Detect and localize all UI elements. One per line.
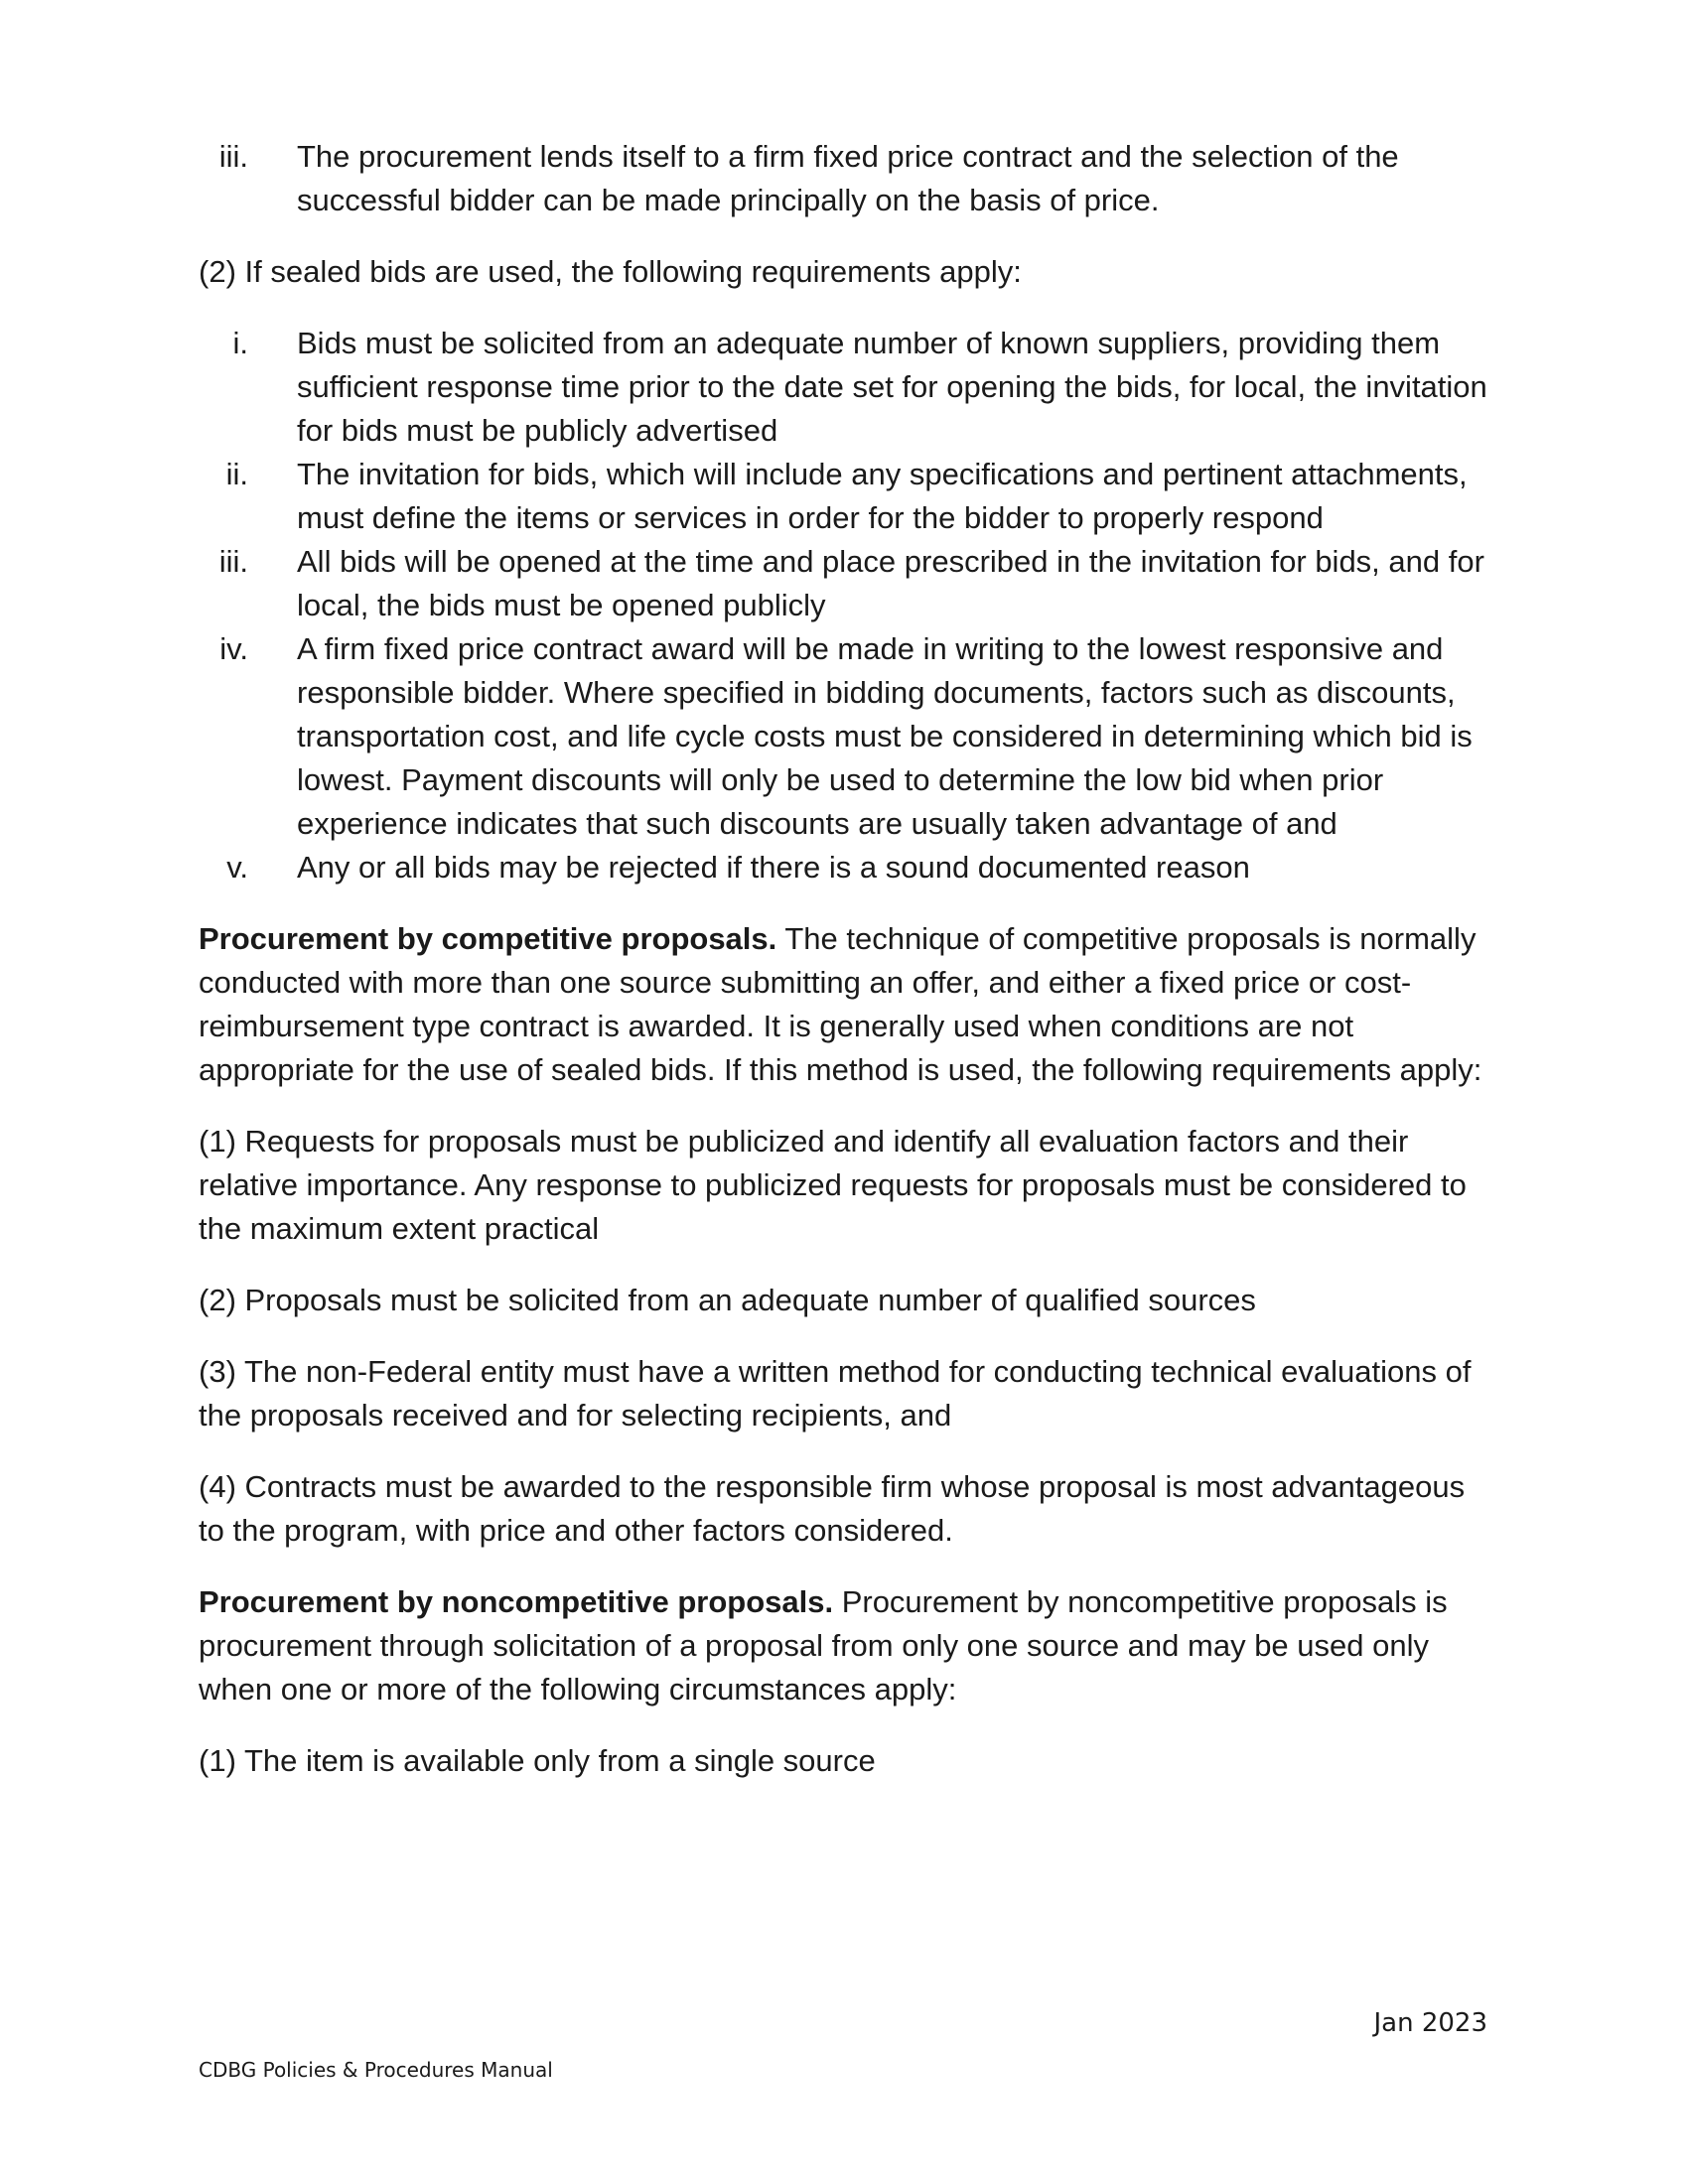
sealed-bids-item-1 <box>199 322 1489 453</box>
list-marker: iv. <box>219 631 248 666</box>
list-marker: i. <box>232 326 248 360</box>
list-marker: ii. <box>225 457 248 491</box>
competitive-proposals-text: The technique of competitive proposals is normally conducted with more than one source submitting an offer, and either a fixed price or cost-reimbursement type contract is awarded. It is generally used when conditions are not appropriate for the use of sealed bids. If this method is used, the following requirements apply: <box>199 921 1482 1087</box>
sealed-bids-item-2 <box>199 453 1489 540</box>
competitive-proposals-paragraph <box>199 917 1489 1092</box>
competitive-requirement-2: (2) Proposals must be solicited from an adequate number of qualified sources <box>199 1283 1256 1317</box>
noncompetitive-proposals-paragraph <box>199 1580 1489 1711</box>
noncompetitive-proposals-text: Procurement by noncompetitive proposals is procurement through solicitation of a proposal from only one source and may be used only when one or more of the following circumstances apply: <box>199 1584 1448 1706</box>
document-body <box>199 135 1489 1783</box>
list-marker: v. <box>226 850 248 885</box>
list-item-text: The invitation for bids, which will include any specifications and pertinent attachments, must define the items or services in order for the bidder to properly respond <box>297 457 1468 535</box>
competitive-requirement-3: (3) The non-Federal entity must have a written method for conducting technical evaluations of the proposals received and for selecting recipients, and <box>199 1354 1472 1433</box>
intro-list-item <box>199 135 1489 222</box>
competitive-proposals-title: Procurement by competitive proposals. <box>199 921 777 956</box>
list-marker: iii. <box>218 139 248 174</box>
sealed-bids-item-4 <box>199 627 1489 846</box>
sealed-bids-item-5 <box>199 846 1489 889</box>
sealed-bids-list <box>199 322 1489 889</box>
sealed-bids-item-3 <box>199 540 1489 627</box>
footer-date: Jan 2023 <box>1373 2008 1487 2038</box>
noncompetitive-proposals-title: Procurement by noncompetitive proposals. <box>199 1584 834 1619</box>
list-marker: iii. <box>218 544 248 579</box>
list-item-text: Bids must be solicited from an adequate number of known suppliers, providing them sufficient response time prior to the date set for opening the bids, for local, the invitation for bids must be publicly advertised <box>297 326 1487 448</box>
list-item-text: The procurement lends itself to a firm fixed price contract and the selection of the successful bidder can be made principally on the basis of price. <box>297 139 1399 217</box>
list-item-text: All bids will be opened at the time and place prescribed in the invitation for bids, and for local, the bids must be opened publicly <box>297 544 1484 622</box>
competitive-requirement-4: (4) Contracts must be awarded to the responsible firm whose proposal is most advantageous to the program, with price and other factors considered. <box>199 1469 1466 1548</box>
competitive-requirement-1: (1) Requests for proposals must be publicized and identify all evaluation factors and their relative importance. Any response to publicized requests for proposals must be considered to the maximum extent practical <box>199 1124 1467 1246</box>
list-item-text: Any or all bids may be rejected if there is a sound documented reason <box>297 850 1250 885</box>
footer-manual-title: CDBG Policies & Procedures Manual <box>199 2058 553 2082</box>
list-item-text: A firm fixed price contract award will be made in writing to the lowest responsive and responsible bidder. Where specified in bidding documents, factors such as discounts, transportation cost, and life cycle costs must be considered in determining which bid is lowest. Payment discounts will only be used to determine the low bid when prior experience indicates that such discounts are usually taken advantage of and <box>297 631 1473 841</box>
sealed-bids-heading: (2) If sealed bids are used, the following requirements apply: <box>199 254 1022 289</box>
noncompetitive-circumstance-1: (1) The item is available only from a single source <box>199 1743 876 1778</box>
